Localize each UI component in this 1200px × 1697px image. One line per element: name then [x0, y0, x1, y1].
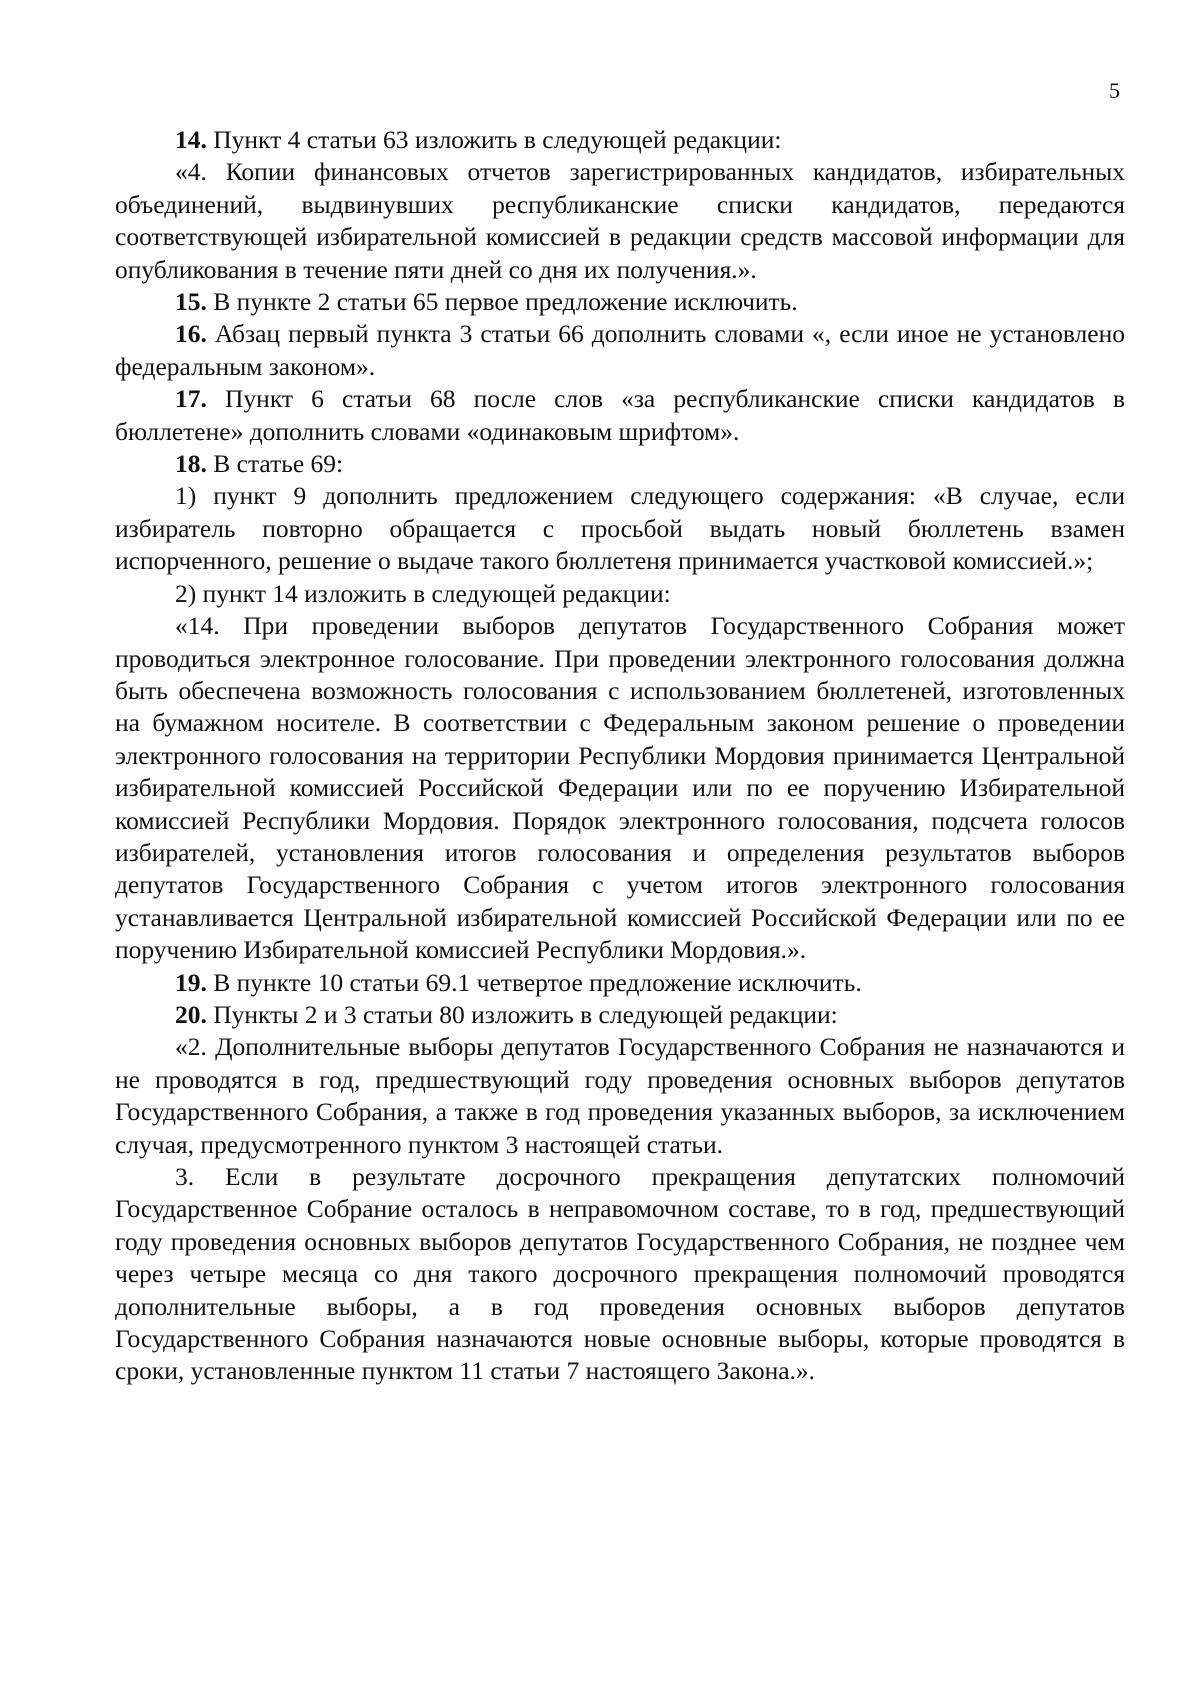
paragraph-item-20 — [115, 999, 1125, 1031]
paragraph-text: «2. Дополнительные выборы депутатов Государственного Собрания не назначаются и не проводятся в год, предшествующий году проведения основных выборов депутатов Государственного Собрания, а также в год проведения указанных выборов, за исключением случая, предусмотренного пунктом 3 настоящей статьи. — [115, 1032, 1125, 1159]
paragraph-subitem-1 — [115, 480, 1125, 577]
document-body — [115, 124, 1125, 1388]
paragraph-text: Пункты 2 и 3 статьи 80 изложить в следующей редакции: — [213, 999, 838, 1029]
paragraph-text: В пункте 10 статьи 69.1 четвертое предложение исключить. — [213, 967, 862, 997]
item-number: 17. — [175, 384, 207, 414]
paragraph-quote-14 — [115, 610, 1125, 966]
paragraph-item-14 — [115, 124, 1125, 156]
paragraph-quote-4 — [115, 156, 1125, 286]
paragraph-quote-3 — [115, 1161, 1125, 1388]
paragraph-text: Абзац первый пункта 3 статьи 66 дополнить словами «, если иное не установлено федеральным законом». — [115, 319, 1125, 381]
paragraph-quote-2 — [115, 1031, 1125, 1161]
paragraph-text: 3. Если в результате досрочного прекращения депутатских полномочий Государственное Собрание осталось в неправомочном составе, то в год, предшествующий году проведения основных выборов депутатов Государственного Собрания, не позднее чем через четыре месяца со дня такого досрочного прекращения полномочий проводятся дополнительные выборы, а в год проведения основных выборов депутатов Государственного Собрания назначаются новые основные выборы, которые проводятся в сроки, установленные пунктом 11 статьи 7 настоящего Закона.». — [115, 1162, 1125, 1386]
item-number: 20. — [175, 999, 207, 1029]
item-number: 19. — [175, 967, 207, 997]
item-number: 18. — [175, 449, 207, 479]
item-number: 14. — [175, 125, 207, 154]
paragraph-text: Пункт 6 статьи 68 после слов «за республиканские списки кандидатов в бюллетене» дополнить словами «одинаковым шрифтом». — [115, 384, 1126, 446]
paragraph-subitem-2 — [115, 578, 1125, 610]
paragraph-item-19 — [115, 967, 1125, 999]
paragraph-text: В пункте 2 статьи 65 первое предложение исключить. — [213, 287, 798, 317]
paragraph-item-18 — [115, 448, 1125, 480]
paragraph-text: «4. Копии финансовых отчетов зарегистрированных кандидатов, избирательных объединений, выдвинувших республиканские списки кандидатов, передаются соответствующей избирательной комиссией в редакции средств массовой информации для опубликования в течение пяти дней со дня их получения.». — [115, 157, 1125, 284]
paragraph-item-16 — [115, 318, 1125, 383]
paragraph-text: «14. При проведении выборов депутатов Государственного Собрания может проводиться электронное голосование. При проведении электронного голосования должна быть обеспечена возможность голосования с использованием бюллетеней, изготовленных на бумажном носителе. В соответствии с Федеральным законом решение о проведении электронного голосования на территории Республики Мордовия принимается Центральной избирательной комиссией Российской Федерации или по ее поручению Избирательной комиссией Республики Мордовия. Порядок электронного голосования, подсчета голосов избирателей, установления итогов голосования и определения результатов выборов депутатов Государственного Собрания с учетом итогов электронного голосования устанавливается Центральной избирательной комиссией Российской Федерации или по ее поручению Избирательной комиссией Республики Мордовия.». — [115, 611, 1125, 965]
paragraph-item-15 — [115, 286, 1125, 318]
paragraph-text: Пункт 4 статьи 63 изложить в следующей редакции: — [213, 125, 782, 154]
page-number: 5 — [1109, 78, 1120, 103]
paragraph-text: 1) пункт 9 дополнить предложением следующего содержания: «В случае, если избиратель повторно обращается с просьбой выдать новый бюллетень взамен испорченного, решение о выдаче такого бюллетеня принимается участковой комиссией.»; — [115, 481, 1125, 576]
item-number: 15. — [175, 287, 207, 317]
item-number: 16. — [175, 319, 207, 349]
paragraph-text: В статье 69: — [213, 449, 344, 479]
paragraph-text: 2) пункт 14 изложить в следующей редакции: — [175, 578, 671, 608]
paragraph-item-17 — [115, 383, 1125, 448]
